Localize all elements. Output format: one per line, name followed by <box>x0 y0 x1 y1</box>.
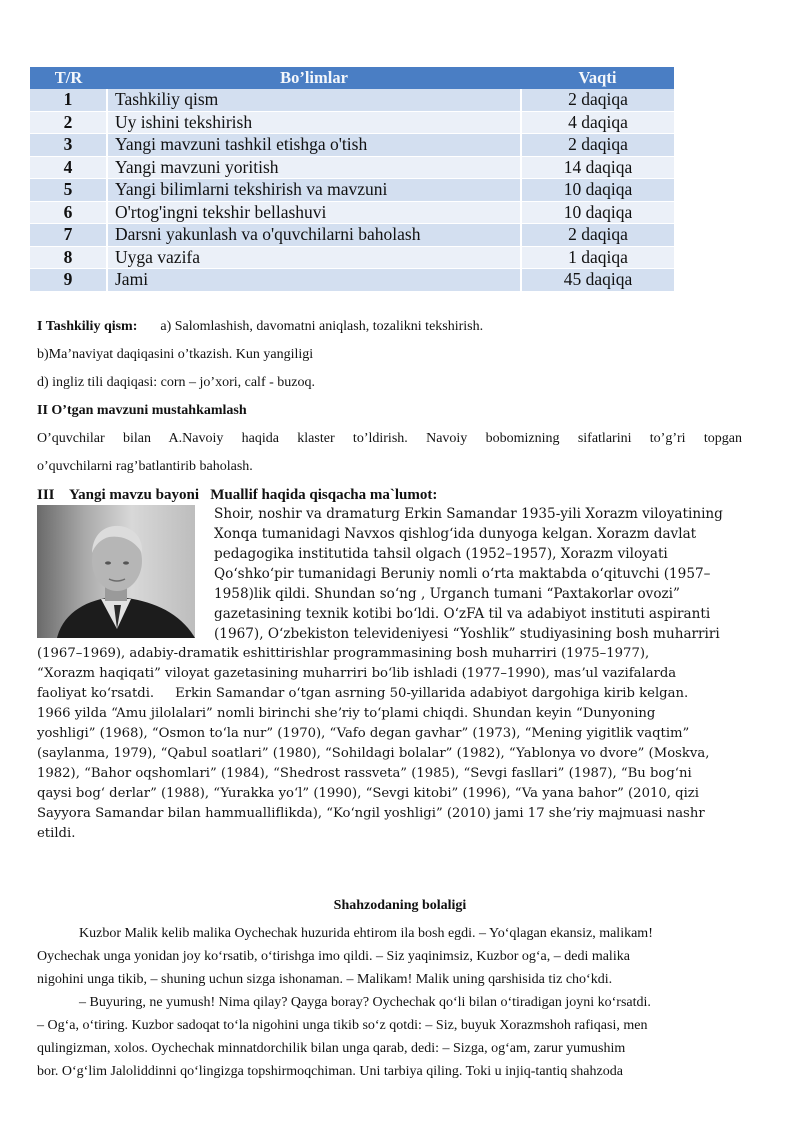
table-header-row <box>30 67 674 89</box>
author-photo <box>37 505 195 638</box>
row-time: 1 daqiqa <box>521 246 674 269</box>
row-time: 10 daqiqa <box>521 201 674 224</box>
row-section: Yangi mavzuni yoritish <box>107 156 521 179</box>
bio-line: etildi. <box>37 826 76 841</box>
lesson-plan-table <box>30 67 674 292</box>
section-2-paragraph-line: O’quvchilar bilan A.Navoiy haqida klaster to’ldirish. Navoiy bobomizning sifatlarini to’g’ri topgan <box>37 431 742 446</box>
bio-line: Sayyora Samandar bilan hammualliflikda), “Koʻngil yoshligi” (2010) jami 17 sheʼriy majmuasi nashr <box>37 806 705 821</box>
story-line: Kuzbor Malik kelib malika Oychechak huzurida ehtirom ila bosh egdi. – Yoʻqlagan ekansiz, malikam! <box>79 926 653 941</box>
table-row <box>30 201 674 224</box>
table-row <box>30 246 674 269</box>
bio-line: (1967), Oʻzbekiston televideniyesi “Yoshlik” studiyasining bosh muharriri <box>214 626 720 642</box>
row-number: 2 <box>30 111 107 134</box>
row-number: 8 <box>30 246 107 269</box>
row-number: 3 <box>30 134 107 157</box>
story-line: nigohini unga tikib, – shuning uchun sizga ishonaman. – Malikam! Malik uning qarshisida tiz choʻkdi. <box>37 972 613 987</box>
row-number: 4 <box>30 156 107 179</box>
row-section: Uyga vazifa <box>107 246 521 269</box>
section-1-item-d: d) ingliz tili daqiqasi: corn – jo’xori, calf - buzoq. <box>37 375 315 390</box>
table-row <box>30 224 674 247</box>
table-row <box>30 156 674 179</box>
bio-line: pedagogika institutida tahsil olgach (1952–1957), Xorazm viloyati <box>214 546 668 562</box>
section-1-line <box>37 319 483 335</box>
row-number: 9 <box>30 269 107 292</box>
bio-line: gazetasining texnik kotibi boʻldi. OʻzFA til va adabiyot instituti aspiranti <box>214 606 711 622</box>
bio-line: qaysi bogʻ derlar” (1988), “Yurakka yoʻl” (1990), “Sevgi kitobi” (1996), “Va yana bahor” (2010, qizi <box>37 786 699 801</box>
row-section: Jami <box>107 269 521 292</box>
bio-line: Xonqa tumanidagi Navxos qishlogʻida dunyoga kelgan. Xorazm davlat <box>214 526 697 542</box>
row-time: 14 daqiqa <box>521 156 674 179</box>
bio-line: 1958)lik qildi. Shundan soʻng , Urganch tumani “Paxtakorlar ovozi” <box>214 586 680 602</box>
row-section: Darsni yakunlash va o'quvchilarni baholash <box>107 224 521 247</box>
row-number: 7 <box>30 224 107 247</box>
story-line: – Buyuring, ne yumush! Nima qilay? Qayga boray? Oychechak qoʻli bilan oʻtiradigan joyni koʻrsatdi. <box>79 995 651 1010</box>
row-number: 5 <box>30 179 107 202</box>
author-portrait-image <box>37 505 195 638</box>
bio-line: yoshligi” (1968), “Osmon toʻla nur” (1970), “Vafo degan gavhar” (1973), “Mening yigitlik vaqtim” <box>37 726 690 741</box>
bio-line: 1982), “Bahor oqshomlari” (1984), “Shedrost rassveta” (1985), “Sevgi fasllari” (1987), “Bu bogʻni <box>37 766 692 781</box>
table-row <box>30 179 674 202</box>
section-2-heading: II O’tgan mavzuni mustahkamlash <box>37 403 247 418</box>
header-number: T/R <box>30 67 107 89</box>
row-section: O'rtog'ingni tekshir bellashuvi <box>107 201 521 224</box>
table-row <box>30 89 674 111</box>
bio-line: “Xorazm haqiqati” viloyat gazetasining muharriri boʻlib ishladi (1977–1990), masʼul vazifalarda <box>37 666 677 681</box>
table-row <box>30 111 674 134</box>
section-2-paragraph-line: o’quvchilarni rag’batlantirib baholash. <box>37 459 253 474</box>
row-time: 4 daqiqa <box>521 111 674 134</box>
story-line: qulingizman, xolos. Oychechak minnatdorchilik bilan unga qarab, dedi: – Sizga, ogʻam, zarur yumushim <box>37 1041 626 1056</box>
row-time: 10 daqiqa <box>521 179 674 202</box>
row-section: Tashkiliy qism <box>107 89 521 111</box>
row-number: 6 <box>30 201 107 224</box>
section-3-heading: III Yangi mavzu bayoni Muallif haqida qisqacha ma`lumot: <box>37 487 438 503</box>
bio-line: Shoir, noshir va dramaturg Erkin Samandar 1935-yili Xorazm viloyatining <box>214 506 723 522</box>
story-title: Shahzodaning bolaligi <box>333 898 467 913</box>
row-section: Uy ishini tekshirish <box>107 111 521 134</box>
row-time: 2 daqiqa <box>521 224 674 247</box>
row-time: 2 daqiqa <box>521 134 674 157</box>
header-sections: Bo’limlar <box>107 67 521 89</box>
row-section: Yangi mavzuni tashkil etishga o'tish <box>107 134 521 157</box>
story-line: – Ogʻa, oʻtiring. Kuzbor sadoqat toʻla nigohini unga tikib soʻz qotdi: – Siz, buyuk Xorazmshoh rafiqasi, men <box>37 1018 648 1033</box>
row-time: 45 daqiqa <box>521 269 674 292</box>
section-1-item-a: a) Salomlashish, davomatni aniqlash, tozalikni tekshirish. <box>160 319 484 334</box>
row-section: Yangi bilimlarni tekshirish va mavzuni <box>107 179 521 202</box>
bio-line: 1966 yilda “Amu jilolalari” nomli birinchi sheʼriy toʻplami chiqdi. Shundan keyin “Dunyoning <box>37 706 656 721</box>
bio-line: faoliyat koʻrsatdi. Erkin Samandar oʻtgan asrning 50-yillarida adabiyot dargohiga kirib kelgan. <box>37 686 689 701</box>
header-time: Vaqti <box>521 67 674 89</box>
bio-line: (saylanma, 1979), “Qabul soatlari” (1980), “Sohildagi bolalar” (1982), “Yablonya vo dvore” (Moskva, <box>37 746 710 761</box>
table-row <box>30 134 674 157</box>
row-time: 2 daqiqa <box>521 89 674 111</box>
bio-line: Qoʻshkoʻpir tumanidagi Beruniy nomli oʻrta maktabda oʻqituvchi (1957– <box>214 566 711 582</box>
section-1-item-b: b)Ma’naviyat daqiqasini o’tkazish. Kun yangiligi <box>37 347 314 362</box>
table-row <box>30 269 674 292</box>
story-line: bor. Oʻgʻlim Jaloliddinni qoʻlingizga topshirmoqchiman. Uni tarbiya qiling. Toki u injiq-tantiq shahzoda <box>37 1064 623 1079</box>
section-1-heading: I Tashkiliy qism: <box>37 319 138 334</box>
bio-line: (1967–1969), adabiy-dramatik eshittirishlar programmasining bosh muharriri (1975–1977), <box>37 646 650 661</box>
row-number: 1 <box>30 89 107 111</box>
story-line: Oychechak unga yonidan joy koʻrsatib, oʻtirishga imo qildi. – Siz yaqinimsiz, Kuzbor ogʻa, – dedi malika <box>37 949 630 964</box>
